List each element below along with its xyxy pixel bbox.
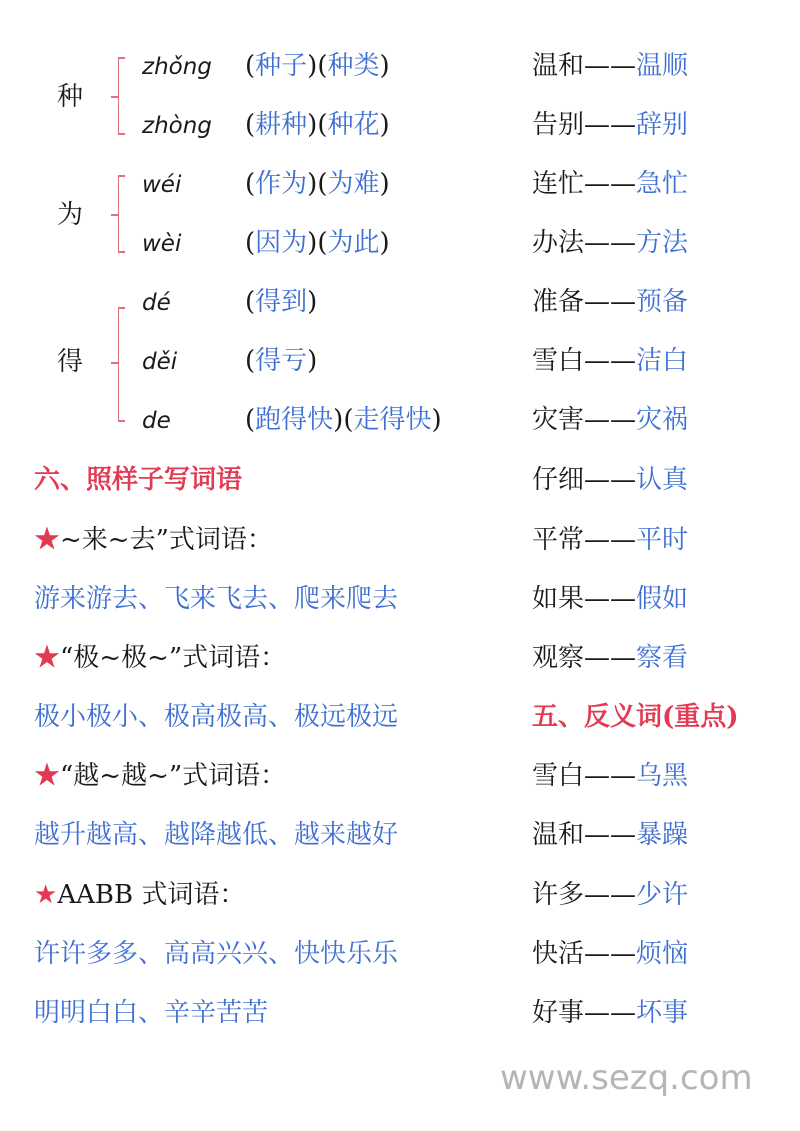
- pattern-label: ★~来~去”式词语：: [34, 525, 273, 555]
- star-icon: ★: [34, 880, 58, 910]
- section-title: 五、反义词(重点): [532, 702, 739, 732]
- pattern-label: ★“越~越~”式词语：: [34, 761, 287, 791]
- pattern-answer: 游来游去、飞来飞去、爬来爬去: [34, 584, 399, 614]
- synonym-pair: 如果——假如: [532, 584, 689, 614]
- watermark: www.sezq.com: [500, 1058, 753, 1098]
- synonym-pair: 准备——预备: [532, 287, 689, 317]
- brace-tick: [118, 57, 125, 59]
- synonym-pair: 连忙——急忙: [532, 169, 689, 199]
- brace-tick: [111, 362, 118, 364]
- synonym-pair: 仔细——认真: [532, 465, 689, 495]
- star-icon: ★: [34, 643, 61, 673]
- antonym-pair: 温和——暴躁: [532, 820, 689, 850]
- brace-tick: [118, 133, 125, 135]
- pattern-answer-extra: 明明白白、辛辛苦苦: [34, 998, 269, 1028]
- pattern-answer: 极小极小、极高极高、极远极远: [34, 702, 399, 732]
- word-list: (得亏): [245, 346, 318, 376]
- synonym-pair: 观察——察看: [532, 643, 689, 673]
- pinyin: de: [142, 408, 171, 434]
- pattern-answer: 许许多多、高高兴兴、快快乐乐: [34, 939, 399, 969]
- star-icon: ★: [34, 525, 61, 555]
- synonym-pair: 告别——辞别: [532, 110, 689, 140]
- pinyin: zhǒng: [142, 54, 212, 80]
- antonym-pair: 许多——少许: [532, 880, 689, 910]
- synonym-pair: 灾害——灾祸: [532, 405, 689, 435]
- brace-tick: [111, 214, 118, 216]
- synonym-pair: 雪白——洁白: [532, 346, 689, 376]
- antonym-pair: 快活——烦恼: [532, 939, 689, 969]
- pinyin: dé: [142, 290, 171, 316]
- polyphone-char: 得: [57, 347, 84, 377]
- brace-tick: [111, 96, 118, 98]
- word-list: (跑得快)(走得快): [245, 405, 442, 435]
- antonym-pair: 雪白——乌黑: [532, 761, 689, 791]
- pattern-label: ★“极~极~”式词语：: [34, 643, 287, 673]
- pinyin: děi: [142, 349, 178, 375]
- pattern-answer: 越升越高、越降越低、越来越好: [34, 820, 399, 850]
- pinyin: wèi: [142, 231, 182, 257]
- polyphone-char: 为: [57, 200, 84, 230]
- pattern-label: ★AABB 式词语：: [34, 880, 246, 910]
- brace: [118, 307, 119, 422]
- pinyin: zhòng: [142, 113, 212, 139]
- brace-tick: [118, 307, 125, 309]
- antonym-pair: 好事——坏事: [532, 998, 689, 1028]
- brace: [118, 57, 119, 135]
- word-list: (因为)(为此): [245, 228, 390, 258]
- brace: [118, 175, 119, 253]
- section-title: 六、照样子写词语: [34, 465, 243, 495]
- word-list: (种子)(种类): [245, 51, 390, 81]
- polyphone-char: 种: [57, 82, 84, 112]
- word-list: (耕种)(种花): [245, 110, 390, 140]
- brace-tick: [118, 251, 125, 253]
- synonym-pair: 温和——温顺: [532, 51, 689, 81]
- synonym-pair: 办法——方法: [532, 228, 689, 258]
- synonym-pair: 平常——平时: [532, 525, 689, 555]
- word-list: (得到): [245, 287, 318, 317]
- pinyin: wéi: [142, 172, 182, 198]
- brace-tick: [118, 175, 125, 177]
- word-list: (作为)(为难): [245, 169, 390, 199]
- brace-tick: [118, 420, 125, 422]
- star-icon: ★: [34, 761, 61, 791]
